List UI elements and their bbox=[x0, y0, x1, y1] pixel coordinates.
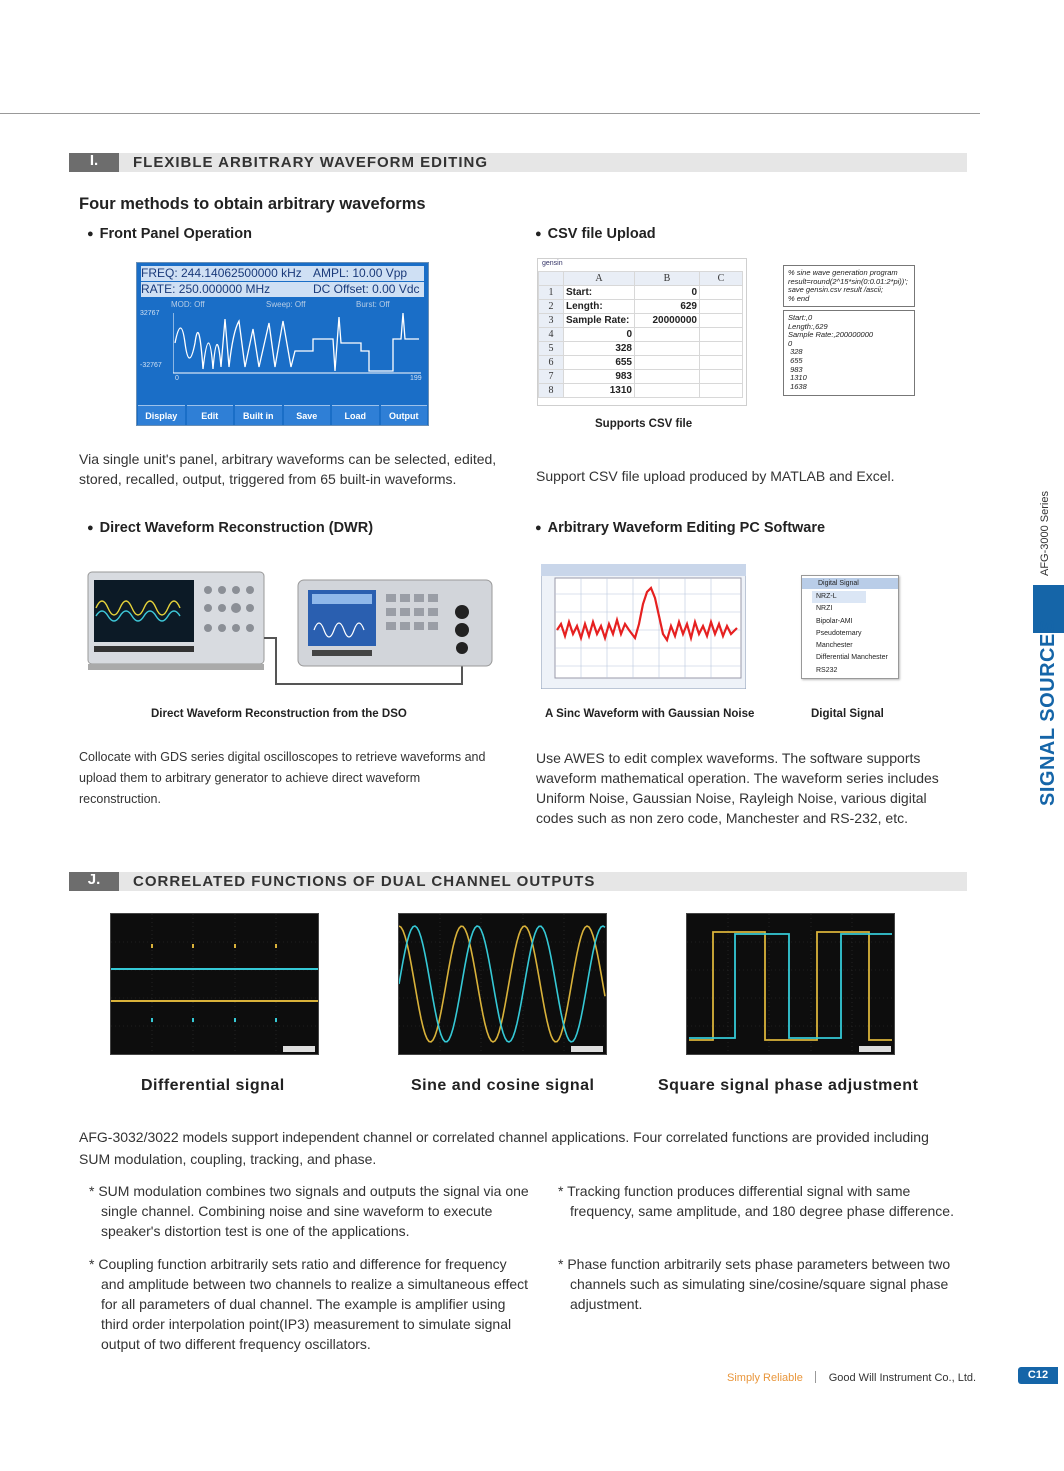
builtin-softkey[interactable]: Built in bbox=[235, 405, 282, 425]
y-top-label: 32767 bbox=[140, 310, 160, 317]
scope-caption: Sine and cosine signal bbox=[411, 1077, 595, 1094]
table-row: 8 1310 bbox=[539, 384, 743, 398]
top-rule bbox=[0, 113, 980, 114]
awes-software-screenshot bbox=[541, 564, 746, 689]
column-header: C bbox=[700, 272, 743, 286]
slogan: Simply Reliable bbox=[727, 1372, 803, 1384]
front-panel-screen bbox=[136, 262, 429, 426]
scope-caption: Differential signal bbox=[141, 1077, 285, 1094]
table-row: 7 983 bbox=[539, 370, 743, 384]
section-letter: I. bbox=[69, 153, 119, 172]
sheet-name: gensin bbox=[542, 260, 563, 267]
csv-caption: Supports CSV file bbox=[595, 418, 693, 430]
phase-note: * Phase function arbitrarily sets phase parameters between two channels such as simulating sine/cosine/square signal phase adjustment. bbox=[558, 1256, 951, 1312]
series-label: AFG-3000 Series bbox=[1039, 491, 1051, 576]
dwr-caption: Direct Waveform Reconstruction from the DSO bbox=[151, 708, 407, 720]
coupling-note: * Coupling function arbitrarily sets ratio and difference for frequency and amplitude between two channels to realize a simultaneous effect for all parameters of dual channel. The example is amplifier using third order interpolation point(IP3) measurement to simulate signal output of two different frequency oscillators. bbox=[89, 1256, 529, 1352]
save-softkey[interactable]: Save bbox=[284, 405, 331, 425]
menu-item[interactable]: RS232 bbox=[816, 666, 838, 674]
column-header: A bbox=[564, 272, 635, 286]
digital-signal-menu bbox=[801, 575, 899, 679]
rate-readout: RATE: 250.000000 MHz bbox=[141, 282, 271, 296]
tracking-note: * Tracking function produces differential signal with same frequency, same amplitude, and 180 degree phase difference. bbox=[558, 1183, 954, 1219]
differential-scope-screen bbox=[110, 913, 319, 1055]
load-softkey[interactable]: Load bbox=[332, 405, 379, 425]
front-panel-text: Via single unit's panel, arbitrary waveforms can be selected, edited, stored, recalled, output, triggered from 65 built-in waveforms. bbox=[79, 451, 497, 487]
dwr-text: Collocate with GDS series digital oscilloscopes to retrieve waveforms and upload them to arbitrary generator to achieve direct waveform reconstruction. bbox=[79, 750, 486, 806]
dso-to-afg-illustration bbox=[86, 568, 496, 688]
burst-status: Burst: Off bbox=[356, 300, 390, 309]
ampl-readout: AMPL: 10.00 Vpp bbox=[313, 266, 408, 280]
sweep-status: Sweep: Off bbox=[266, 300, 306, 309]
x-start-label: 0 bbox=[175, 375, 179, 382]
table-row: 1 Start: 0 bbox=[539, 286, 743, 300]
menu-item[interactable]: NRZI bbox=[816, 605, 833, 613]
table-row: 2 Length: 629 bbox=[539, 300, 743, 314]
csv-heading: ● CSV file Upload bbox=[535, 226, 656, 242]
front-panel-heading: ● Front Panel Operation bbox=[87, 226, 252, 242]
csv-text: Support CSV file upload produced by MATLAB and Excel. bbox=[536, 468, 895, 484]
dwr-heading: ● Direct Waveform Reconstruction (DWR) bbox=[87, 520, 373, 536]
output-softkey[interactable]: Output bbox=[381, 405, 428, 425]
menu-title[interactable]: Digital Signal bbox=[802, 578, 898, 589]
edit-softkey[interactable]: Edit bbox=[187, 405, 234, 425]
x-end-label: 199 bbox=[410, 375, 422, 382]
menu-item[interactable]: NRZ-L bbox=[812, 591, 866, 603]
awes-caption-right: Digital Signal bbox=[811, 708, 884, 720]
table-row: 3 Sample Rate: 20000000 bbox=[539, 314, 743, 328]
column-header: B bbox=[635, 272, 700, 286]
sine-cosine-scope-screen bbox=[398, 913, 607, 1055]
scope-caption: Square signal phase adjustment bbox=[658, 1077, 919, 1094]
csv-data-box: Start:,0 Length:,629 Sample Rate:,200000000 0 328 655 983 1310 1638 bbox=[783, 310, 915, 396]
menu-item[interactable]: Differential Manchester bbox=[816, 654, 888, 662]
square-phase-scope-screen bbox=[686, 913, 895, 1055]
csv-spreadsheet bbox=[537, 258, 747, 406]
table-row: 6 655 bbox=[539, 356, 743, 370]
footer bbox=[727, 1368, 976, 1386]
category-label: SIGNAL SOURCES bbox=[1037, 619, 1059, 806]
freq-readout: FREQ: 244.14062500000 kHz bbox=[141, 266, 302, 280]
table-row: 5 328 bbox=[539, 342, 743, 356]
y-bottom-label: -32767 bbox=[140, 362, 162, 369]
awes-heading: ● Arbitrary Waveform Editing PC Software bbox=[535, 520, 825, 536]
intro-heading: Four methods to obtain arbitrary waveforms bbox=[79, 195, 426, 213]
offset-readout: DC Offset: 0.00 Vdc bbox=[313, 282, 420, 296]
section-title: CORRELATED FUNCTIONS OF DUAL CHANNEL OUTPUTS bbox=[133, 873, 596, 890]
sum-note: * SUM modulation combines two signals and outputs the signal via one single channel. Combining noise and sine waveform to execute speaker's distortion test is one of the applications. bbox=[89, 1183, 529, 1239]
arb-waveform-plot bbox=[173, 311, 421, 375]
section-title: FLEXIBLE ARBITRARY WAVEFORM EDITING bbox=[133, 154, 489, 171]
correlated-intro: AFG-3032/3022 models support independent channel or correlated channel applications. Four correlated functions are provided including SUM modulation, coupling, tracking, and phase. bbox=[79, 1129, 929, 1167]
company-name: Good Will Instrument Co., Ltd. bbox=[828, 1372, 977, 1384]
softkey-row bbox=[137, 405, 428, 425]
menu-item[interactable]: Bipolar-AMI bbox=[816, 617, 853, 625]
mod-status: MOD: Off bbox=[171, 300, 205, 309]
footer-divider bbox=[815, 1371, 816, 1383]
table-row: 4 0 bbox=[539, 328, 743, 342]
awes-text: Use AWES to edit complex waveforms. The software supports waveform mathematical operation. The waveform series includes Uniform Noise, Gaussian Noise, Rayleigh Noise, various digital codes such as non zero code, Manchester and RS-232, etc. bbox=[536, 750, 939, 826]
matlab-code-box: % sine wave generation program result=round(2^15*sin(0:0.01:2*pi))'; save gensin.csv result /ascii; % end bbox=[783, 265, 915, 307]
page-number: C12 bbox=[1018, 1367, 1058, 1384]
display-softkey[interactable]: Display bbox=[138, 405, 185, 425]
menu-item[interactable]: Pseudoternary bbox=[816, 629, 862, 637]
menu-item[interactable]: Manchester bbox=[816, 642, 853, 650]
awes-caption-left: A Sinc Waveform with Gaussian Noise bbox=[545, 708, 755, 720]
section-letter: J. bbox=[69, 872, 119, 891]
